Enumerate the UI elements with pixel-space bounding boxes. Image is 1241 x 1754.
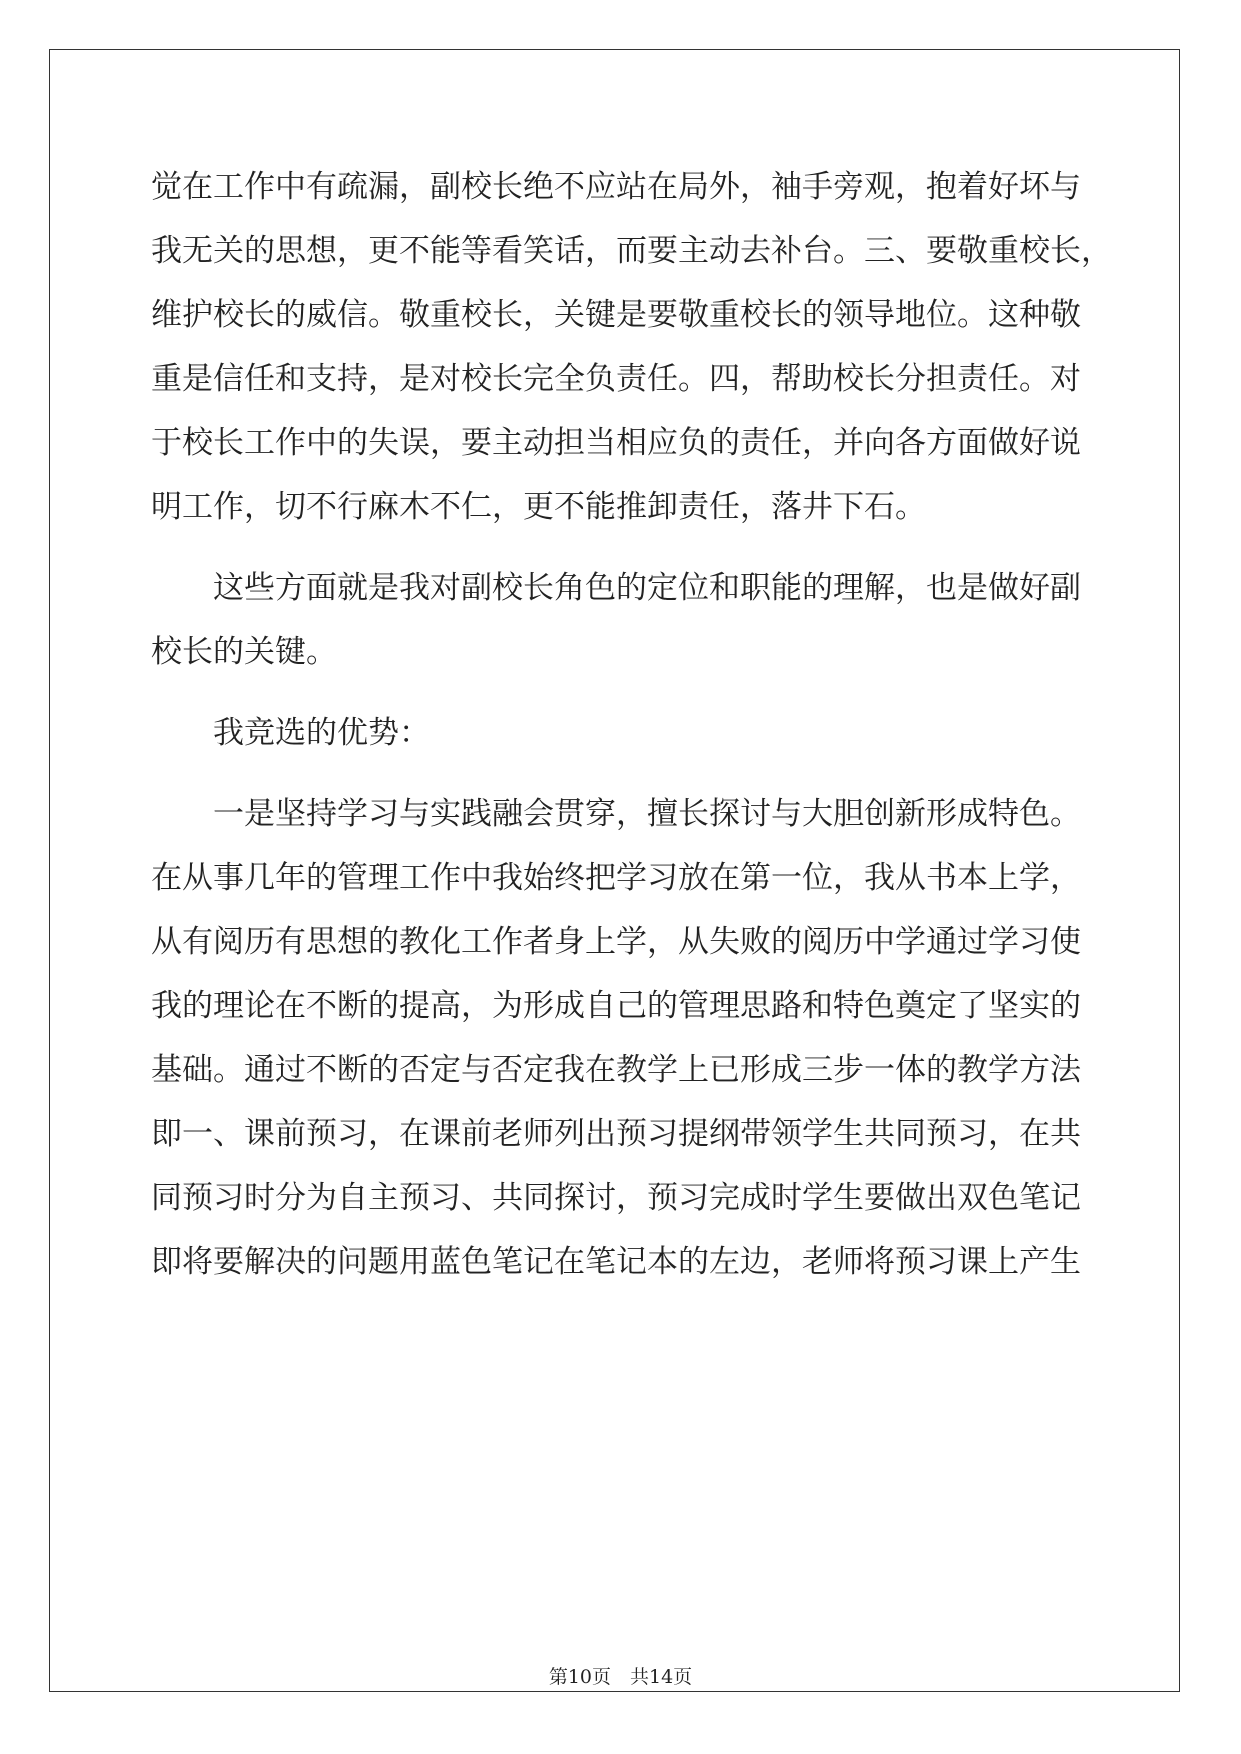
text-line: 基础。通过不断的否定与否定我在教学上已形成三步一体的教学方法 [151,1052,1081,1088]
paragraph-1 [151,155,1112,539]
text-line: 我无关的思想，更不能等看笑话，而要主动去补台。三、要敬重校长， [151,233,1112,269]
text-line: 校长的关键。 [151,634,337,670]
text-line: 明工作，切不行麻木不仁，更不能推卸责任，落井下石。 [151,489,926,525]
text-line: 同预习时分为自主预习、共同探讨，预习完成时学生要做出双色笔记 [151,1180,1081,1216]
page-number-footer: 第10页 共14页 [548,1666,693,1688]
text-line: 即将要解决的问题用蓝色笔记在笔记本的左边，老师将预习课上产生 [151,1244,1081,1280]
text-line: 从有阅历有思想的教化工作者身上学，从失败的阅历中学通过学习使 [151,924,1081,960]
text-line: 于校长工作中的失误，要主动担当相应负的责任，并向各方面做好说 [151,425,1081,461]
text-line: 即一、课前预习，在课前老师列出预习提纲带领学生共同预习，在共 [151,1116,1081,1152]
text-line: 维护校长的威信。敬重校长，关键是要敬重校长的领导地位。这种敬 [151,297,1081,333]
paragraph-3 [151,701,1081,765]
text-line: 我竞选的优势： [213,715,430,751]
text-line: 觉在工作中有疏漏，副校长绝不应站在局外，袖手旁观，抱着好坏与 [151,169,1081,205]
text-line: 一是坚持学习与实践融会贯穿，擅长探讨与大胆创新形成特色。 [213,796,1081,832]
text-line: 在从事几年的管理工作中我始终把学习放在第一位，我从书本上学， [151,860,1081,896]
text-line: 这些方面就是我对副校长角色的定位和职能的理解，也是做好副 [213,570,1081,606]
paragraph-4 [151,782,1081,1294]
text-line: 重是信任和支持，是对校长完全负责任。四，帮助校长分担责任。对 [151,361,1081,397]
paragraph-2 [151,556,1081,684]
document-body [151,155,1112,1294]
text-line: 我的理论在不断的提高，为形成自己的管理思路和特色奠定了坚实的 [151,988,1081,1024]
